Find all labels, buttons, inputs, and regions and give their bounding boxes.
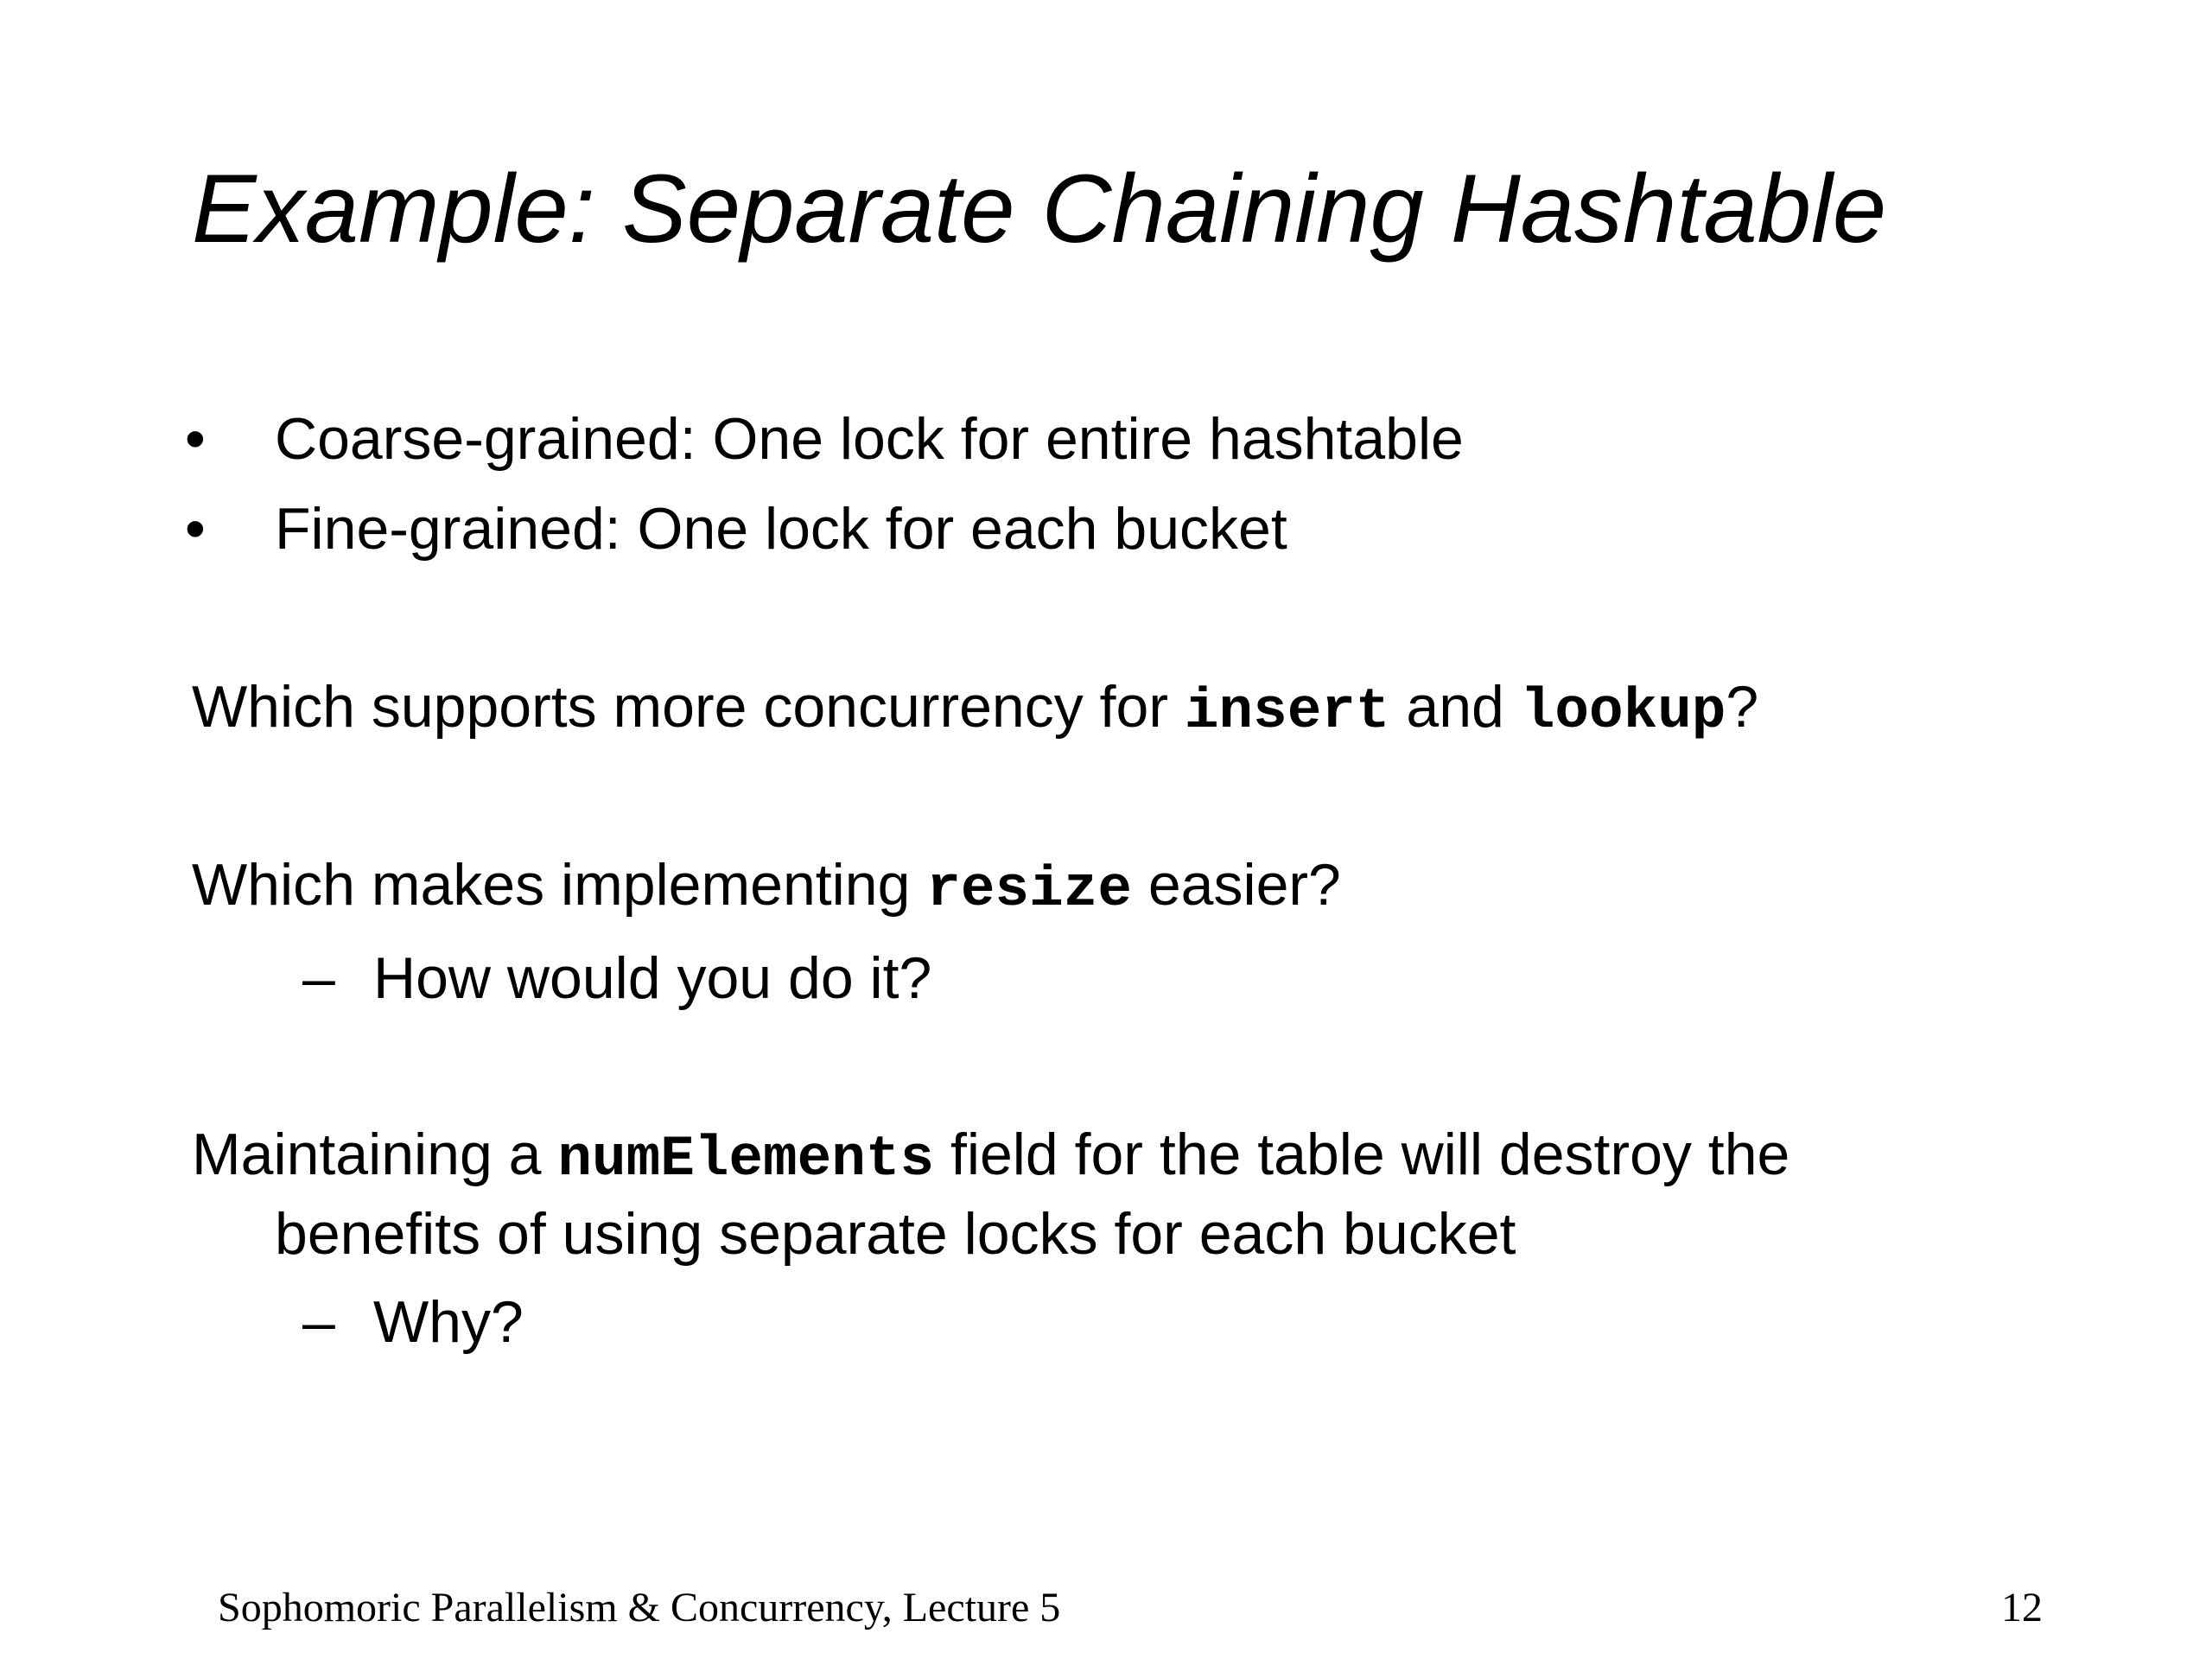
question-text: ? (1726, 674, 1759, 740)
slide-title: Example: Separate Chaining Hashtable (192, 155, 1887, 263)
question-text: easier? (1131, 852, 1341, 918)
question-resize (192, 850, 1341, 924)
dash-marker: – (302, 1289, 335, 1355)
bullet-marker: • (185, 406, 206, 472)
footer-page-number: 12 (2001, 1585, 2043, 1630)
code-lookup: lookup (1520, 679, 1726, 744)
bullet-text: Fine-grained: One lock for each bucket (275, 496, 1287, 562)
statement-num-elements (192, 1120, 1789, 1193)
code-insert: insert (1184, 679, 1390, 744)
bullet-text: Coarse-grained: One lock for entire hashtable (275, 406, 1464, 472)
sub-item-text: How would you do it? (373, 945, 932, 1011)
statement-text: Maintaining a (192, 1122, 558, 1187)
bullet-marker: • (185, 496, 206, 562)
question-text: and (1389, 674, 1521, 740)
question-concurrency (192, 672, 1758, 746)
statement-text: field for the table will destroy the (934, 1122, 1790, 1187)
statement-continuation: benefits of using separate locks for each bucket (275, 1201, 1516, 1267)
question-text: Which makes implementing (192, 852, 927, 918)
dash-marker: – (302, 945, 335, 1011)
sub-item-text: Why? (373, 1289, 524, 1355)
footer-course-title: Sophomoric Parallelism & Concurrency, Lecture 5 (218, 1585, 1061, 1630)
question-text: Which supports more concurrency for (192, 674, 1185, 740)
code-resize: resize (926, 857, 1132, 922)
code-num-elements: numElements (557, 1127, 935, 1192)
